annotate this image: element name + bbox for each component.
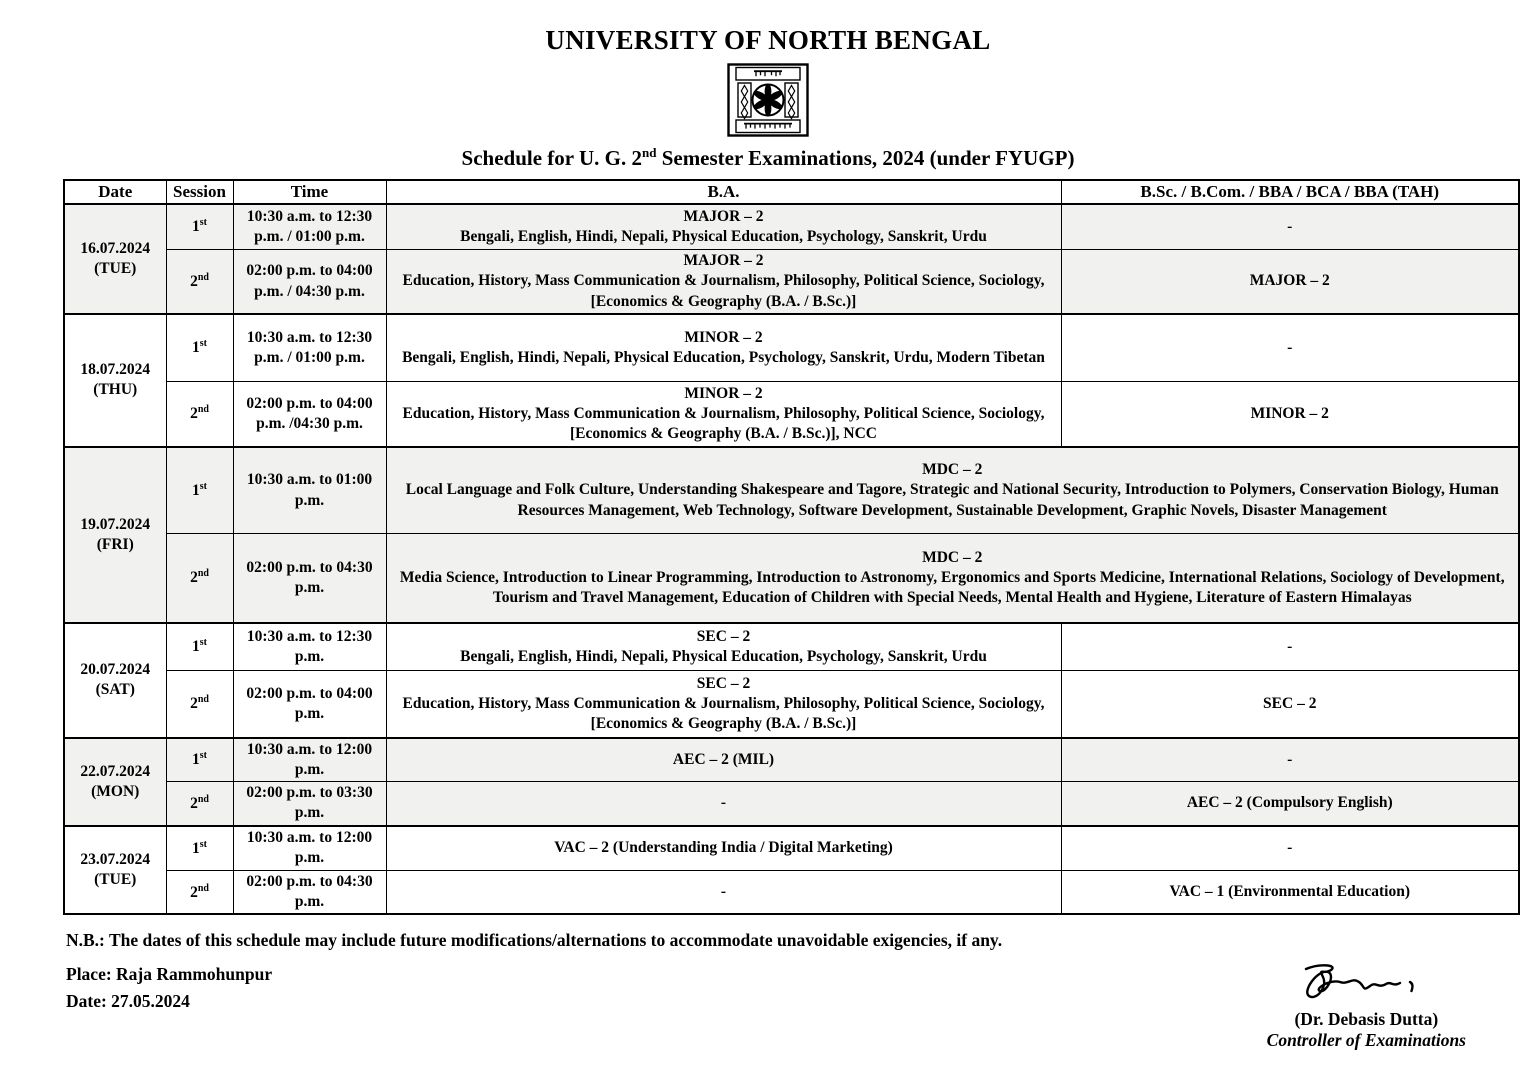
date-line: Date: 27.05.2024: [66, 991, 190, 1012]
table-row: [64, 534, 1519, 623]
session-ordinal: 2: [190, 794, 198, 812]
session-ordinal-suffix: nd: [197, 694, 209, 706]
date-cell: [64, 738, 166, 826]
col-header-bsc: B.Sc. / B.Com. / BBA / BCA / BBA (TAH): [1061, 180, 1519, 204]
session-ordinal: 2: [190, 695, 198, 713]
table-row: [64, 250, 1519, 314]
course-subjects: Bengali, English, Hindi, Nepali, Physical Education, Psychology, Sanskrit, Urdu: [460, 648, 987, 666]
session-ordinal: 1: [192, 482, 200, 500]
day-value: (THU): [93, 381, 138, 399]
bsc-cell: MINOR – 2: [1061, 382, 1519, 447]
course-title: -: [720, 883, 727, 901]
col-header-date: Date: [64, 180, 166, 204]
ba-cell: [386, 826, 1061, 871]
ba-cell: [386, 671, 1061, 738]
bsc-cell: VAC – 1 (Environmental Education): [1061, 871, 1519, 915]
session-cell: [166, 738, 233, 782]
time-cell: 10:30 a.m. to 12:00 p.m.: [233, 826, 386, 871]
session-cell: [166, 447, 233, 534]
course-title: AEC – 2 (MIL): [672, 750, 775, 768]
date-value: 20.07.2024: [80, 661, 151, 679]
schedule-title-text: Schedule for U. G. 2: [461, 145, 642, 170]
schedule-title: [0, 146, 1536, 170]
session-cell: [166, 204, 233, 250]
time-cell: 10:30 a.m. to 01:00 p.m.: [233, 447, 386, 534]
date-value: 16.07.2024: [80, 239, 151, 257]
course-title: MDC – 2: [922, 548, 983, 566]
session-cell: [166, 314, 233, 382]
session-ordinal-suffix: nd: [197, 882, 209, 894]
time-cell: 10:30 a.m. to 12:30 p.m. / 01:00 p.m.: [233, 314, 386, 382]
day-value: (FRI): [96, 535, 134, 553]
course-subjects: Bengali, English, Hindi, Nepali, Physical Education, Psychology, Sanskrit, Urdu, Modern Tibetan: [402, 349, 1045, 367]
session-cell: [166, 623, 233, 671]
ba-cell: [386, 623, 1061, 671]
signature-scribble-icon: [1276, 955, 1456, 1013]
table-row: [64, 738, 1519, 782]
date-cell: [64, 314, 166, 447]
session-cell: [166, 782, 233, 826]
ba-cell: [386, 738, 1061, 782]
session-ordinal-suffix: nd: [197, 793, 209, 805]
session-ordinal: 2: [190, 273, 198, 291]
date-value: 18.07.2024: [80, 361, 151, 379]
course-title: SEC – 2: [696, 627, 751, 645]
table-row: [64, 782, 1519, 826]
exam-schedule-table: [63, 179, 1520, 916]
session-ordinal-suffix: st: [199, 838, 207, 850]
session-ordinal-suffix: nd: [197, 568, 209, 580]
time-cell: 02:00 p.m. to 04:00 p.m.: [233, 671, 386, 738]
session-cell: [166, 534, 233, 623]
ba-cell: [386, 871, 1061, 915]
session-ordinal: 2: [190, 883, 198, 901]
course-title: VAC – 2 (Understanding India / Digital Marketing): [554, 839, 893, 857]
time-cell: 02:00 p.m. to 04:00 p.m. /04:30 p.m.: [233, 382, 386, 447]
time-cell: 10:30 a.m. to 12:00 p.m.: [233, 738, 386, 782]
date-cell: [64, 826, 166, 915]
date-value: 23.07.2024: [80, 850, 151, 868]
course-title: MDC – 2: [922, 461, 983, 479]
table-header-row: [64, 180, 1519, 204]
bsc-cell: -: [1061, 314, 1519, 382]
merged-course-cell: [386, 534, 1519, 623]
schedule-title-superscript: nd: [641, 144, 657, 160]
course-title: MAJOR – 2: [683, 252, 764, 270]
session-ordinal: 1: [192, 839, 200, 857]
day-value: (TUE): [94, 259, 137, 277]
time-cell: 02:00 p.m. to 04:00 p.m. / 04:30 p.m.: [233, 250, 386, 314]
ba-cell: [386, 382, 1061, 447]
table-row: [64, 382, 1519, 447]
session-ordinal-suffix: nd: [197, 271, 209, 283]
session-ordinal: 2: [190, 569, 198, 587]
signer-name: (Dr. Debasis Dutta): [1294, 1009, 1439, 1030]
session-ordinal: 1: [192, 218, 200, 236]
session-cell: [166, 671, 233, 738]
signer-role: Controller of Examinations: [1266, 1030, 1466, 1051]
signature-block: [1267, 955, 1466, 1051]
time-cell: 02:00 p.m. to 04:30 p.m.: [233, 534, 386, 623]
day-value: (SAT): [95, 681, 135, 699]
place-date-block: [66, 961, 272, 1015]
date-cell: [64, 447, 166, 623]
course-title: MINOR – 2: [684, 328, 763, 346]
nb-note: N.B.: The dates of this schedule may include future modifications/alternations to accommodate unavoidable exigencies, if any.: [66, 930, 1003, 951]
date-value: 22.07.2024: [80, 762, 151, 780]
university-emblem: [0, 63, 1536, 137]
course-subjects: Education, History, Mass Communication & Journalism, Philosophy, Political Science, Sociology, [Economics & Geography (B.A. / B.Sc.)], NCC: [402, 404, 1045, 443]
time-cell: 10:30 a.m. to 12:30 p.m. / 01:00 p.m.: [233, 204, 386, 250]
footer-row: [66, 961, 1466, 1051]
schedule-title-suffix: Semester Examinations, 2024 (under FYUGP): [656, 145, 1075, 170]
session-ordinal: 1: [192, 339, 200, 357]
bsc-cell: -: [1061, 623, 1519, 671]
session-cell: [166, 826, 233, 871]
bsc-cell: AEC – 2 (Compulsory English): [1061, 782, 1519, 826]
col-header-time: Time: [233, 180, 386, 204]
session-ordinal: 2: [190, 405, 198, 423]
course-subjects: Media Science, Introduction to Linear Programming, Introduction to Astronomy, Ergonomics and Sports Medicine, International Relations, Sociology of Development, Tourism and Travel Management, Education of Children with Special Needs, Mental Health and Hygiene, Literature of Eastern Himalayas: [399, 568, 1505, 607]
course-subjects: Bengali, English, Hindi, Nepali, Physical Education, Psychology, Sanskrit, Urdu: [460, 228, 987, 246]
bsc-cell: -: [1061, 738, 1519, 782]
session-ordinal-suffix: st: [199, 637, 207, 649]
course-title: MINOR – 2: [684, 384, 763, 402]
ba-cell: [386, 314, 1061, 382]
bsc-cell: MAJOR – 2: [1061, 250, 1519, 314]
university-emblem-icon: [727, 63, 809, 137]
ba-cell: [386, 250, 1061, 314]
time-cell: 10:30 a.m. to 12:30 p.m.: [233, 623, 386, 671]
day-value: (TUE): [94, 870, 137, 888]
bsc-cell: -: [1061, 204, 1519, 250]
date-cell: [64, 623, 166, 738]
time-cell: 02:00 p.m. to 03:30 p.m.: [233, 782, 386, 826]
table-row: [64, 671, 1519, 738]
session-ordinal-suffix: st: [199, 217, 207, 229]
date-value: 19.07.2024: [80, 515, 151, 533]
session-cell: [166, 382, 233, 447]
course-subjects: Education, History, Mass Communication & Journalism, Philosophy, Political Science, Sociology, [Economics & Geography (B.A. / B.Sc.)]: [402, 694, 1045, 733]
session-ordinal: 1: [192, 751, 200, 769]
course-title: MAJOR – 2: [683, 207, 764, 225]
ba-cell: [386, 204, 1061, 250]
course-title: SEC – 2: [696, 674, 751, 692]
table-row: [64, 826, 1519, 871]
course-subjects: Education, History, Mass Communication & Journalism, Philosophy, Political Science, Sociology, [Economics & Geography (B.A. / B.Sc.)]: [402, 272, 1045, 310]
session-ordinal-suffix: nd: [197, 404, 209, 416]
col-header-ba: B.A.: [386, 180, 1061, 204]
session-ordinal-suffix: st: [199, 338, 207, 350]
ba-cell: [386, 782, 1061, 826]
session-cell: [166, 250, 233, 314]
table-row: [64, 314, 1519, 382]
table-row: [64, 447, 1519, 534]
day-value: (MON): [91, 782, 140, 800]
table-row: [64, 871, 1519, 915]
session-ordinal: 1: [192, 638, 200, 656]
table-row: [64, 623, 1519, 671]
date-cell: [64, 204, 166, 314]
course-title: -: [720, 794, 727, 812]
col-header-session: Session: [166, 180, 233, 204]
page-title: UNIVERSITY OF NORTH BENGAL: [545, 25, 991, 55]
time-cell: 02:00 p.m. to 04:30 p.m.: [233, 871, 386, 915]
place-line: Place: Raja Rammohunpur: [66, 964, 273, 985]
session-ordinal-suffix: st: [199, 750, 207, 762]
bsc-cell: -: [1061, 826, 1519, 871]
course-subjects: Local Language and Folk Culture, Understanding Shakespeare and Tagore, Strategic and National Security, Introduction to Polymers, Conservation Biology, Human Resources Management, Web Technology, Software Development, Sustainable Development, Graphic Novels, Disaster Management: [405, 481, 1499, 519]
bsc-cell: SEC – 2: [1061, 671, 1519, 738]
session-cell: [166, 871, 233, 915]
session-ordinal-suffix: st: [199, 480, 207, 492]
table-row: [64, 204, 1519, 250]
merged-course-cell: [386, 447, 1519, 534]
